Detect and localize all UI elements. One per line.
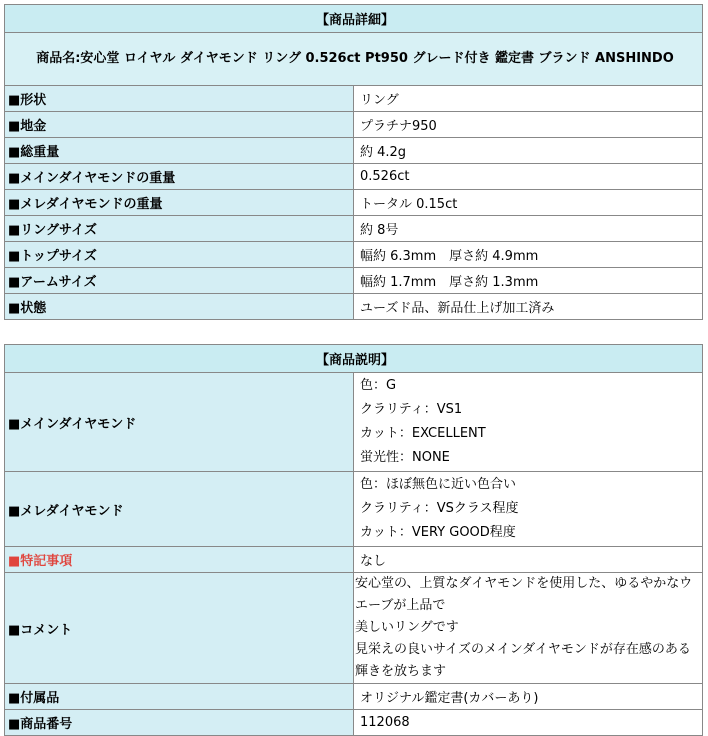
- details-header: 【商品詳細】: [5, 5, 703, 33]
- detail-row-arm-size: [5, 268, 703, 294]
- spec-line: 色：ほぼ無色に近い色合い: [360, 477, 517, 492]
- melee-diamond-specs: [354, 472, 703, 547]
- product-title: 商品名:安心堂 ロイヤル ダイヤモンド リング 0.526ct Pt950 グレード付き 鑑定書 ブランド ANSHINDO: [5, 33, 703, 86]
- detail-row-main-diamond-weight: [5, 164, 703, 190]
- spec-line: 蛍光性：NONE: [360, 450, 450, 465]
- item-number-value: 112068: [354, 710, 703, 736]
- melee-diamond-label: ■メレダイヤモンド: [5, 472, 354, 547]
- product-details-table: [4, 4, 703, 320]
- detail-value: 幅約 1.7mm 厚さ約 1.3mm: [354, 268, 703, 294]
- product-description-table: [4, 344, 703, 736]
- detail-value: リング: [354, 86, 703, 112]
- detail-label: ■地金: [5, 112, 354, 138]
- detail-label: ■状態: [5, 294, 354, 320]
- detail-value: プラチナ950: [354, 112, 703, 138]
- comment-line: 見栄えの良いサイズのメインダイヤモンドが存在感のある輝きを放ちます: [355, 642, 691, 679]
- detail-label: ■リングサイズ: [5, 216, 354, 242]
- detail-row-top-size: [5, 242, 703, 268]
- detail-row-metal: [5, 112, 703, 138]
- special-notes-row: [5, 547, 703, 573]
- detail-row-total-weight: [5, 138, 703, 164]
- accessories-label: ■付属品: [5, 684, 354, 710]
- spec-line: クラリティ：VS1: [360, 402, 463, 417]
- accessories-row: [5, 684, 703, 710]
- detail-value: 0.526ct: [354, 164, 703, 190]
- detail-value: 幅約 6.3mm 厚さ約 4.9mm: [354, 242, 703, 268]
- spec-line: 色：G: [360, 378, 397, 393]
- detail-value: トータル 0.15ct: [354, 190, 703, 216]
- comment-label: ■コメント: [5, 573, 354, 684]
- main-diamond-row: [5, 373, 703, 472]
- spec-line: クラリティ：VSクラス程度: [360, 501, 519, 516]
- main-diamond-specs: [354, 373, 703, 472]
- special-notes-label: ■特記事項: [5, 547, 354, 573]
- detail-row-shape: [5, 86, 703, 112]
- detail-value: ユーズド品、新品仕上げ加工済み: [354, 294, 703, 320]
- detail-label: ■アームサイズ: [5, 268, 354, 294]
- comment-text: [354, 573, 703, 684]
- detail-value: 約 8号: [354, 216, 703, 242]
- detail-row-condition: [5, 294, 703, 320]
- accessories-value: オリジナル鑑定書(カバーあり): [354, 684, 703, 710]
- main-diamond-label: ■メインダイヤモンド: [5, 373, 354, 472]
- comment-line: 安心堂の、上質なダイヤモンドを使用した、ゆるやかなウエーブが上品で: [355, 576, 693, 613]
- comment-line: 美しいリングです: [355, 620, 459, 635]
- detail-label: ■メレダイヤモンドの重量: [5, 190, 354, 216]
- item-number-row: [5, 710, 703, 736]
- melee-diamond-row: [5, 472, 703, 547]
- special-notes-value: なし: [354, 547, 703, 573]
- detail-label: ■総重量: [5, 138, 354, 164]
- detail-row-melee-diamond-weight: [5, 190, 703, 216]
- spec-line: カット：VERY GOOD程度: [360, 525, 516, 540]
- detail-label: ■形状: [5, 86, 354, 112]
- description-header: 【商品説明】: [5, 345, 703, 373]
- detail-label: ■メインダイヤモンドの重量: [5, 164, 354, 190]
- detail-value: 約 4.2g: [354, 138, 703, 164]
- comment-row: [5, 573, 703, 684]
- item-number-label: ■商品番号: [5, 710, 354, 736]
- detail-row-ring-size: [5, 216, 703, 242]
- spec-line: カット：EXCELLENT: [360, 426, 486, 441]
- detail-label: ■トップサイズ: [5, 242, 354, 268]
